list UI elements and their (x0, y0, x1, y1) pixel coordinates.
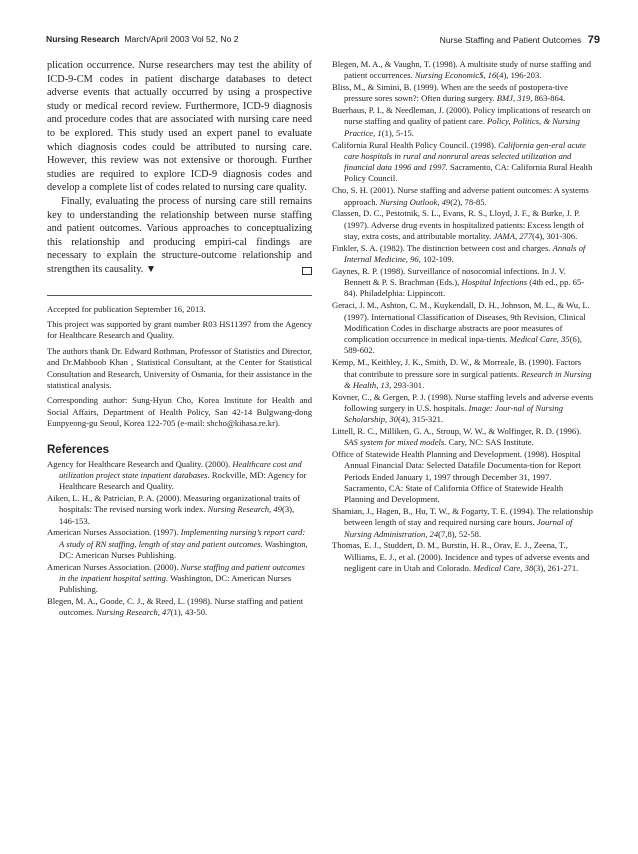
reference-item (47, 459, 312, 493)
reference-details: (4), 315-321. (397, 414, 444, 425)
reference-source: Research in Nursing & Health, 13 (344, 368, 592, 390)
reference-details: Cary, NC: SAS Institute. (446, 437, 534, 448)
reference-text: Buerhaus, P. I., & Needleman, J. (2000). Policy implications of research on nurse staffing and quality of patient care. (332, 105, 591, 127)
reference-details: Washington, DC: American Nurses Publishing. (59, 538, 308, 560)
reference-details: , 863-864. (530, 93, 566, 104)
references-list-left (47, 459, 312, 619)
reference-source: Nurse staffing and patient outcomes in the inpatient hospital setting. (59, 561, 305, 584)
reference-source: Nursing Research, 47 (96, 607, 171, 618)
reference-item (47, 493, 312, 527)
ack-accepted: Accepted for publication September 16, 2013. (47, 303, 206, 314)
reference-source: Healthcare cost and utilization project state inpatient databases. (59, 458, 302, 480)
ack-thanks: The authors thank Dr. Edward Rothman, Professor of Statistics and Director, and Dr.Mahboob Khan , Statistical Consultant, at the Center for Statistical Consultation and Research, University of Osmania, for their assistance in the statistical analysis. (47, 345, 312, 390)
issue-info: March/April 2003 Vol 52, No 2 (124, 34, 239, 44)
right-column (332, 59, 594, 575)
reference-item (47, 596, 312, 619)
reference-details: , 102-109. (418, 254, 454, 265)
ack-funding: This project was supported by grant number R03 HS11397 from the Agency for Healthcare Research and Quality. (47, 318, 312, 341)
reference-source: Annals of Internal Medicine, 96 (344, 242, 586, 265)
reference-text: Kovner, C., & Gergen, P. J. (1998). Nurse staffing levels and adverse events following surgery in U.S. hospitals. (332, 391, 594, 413)
reference-source: Policy, Politics, & Nursing Practice, 1 (344, 116, 580, 138)
reference-details: (3), 146-153. (59, 504, 295, 526)
reference-text: Agency for Healthcare Research and Quality. (2000). (47, 458, 233, 469)
section-divider (47, 295, 312, 296)
journal-info (46, 34, 239, 44)
reference-text: Geraci, J. M., Ashton, C. M., Kuykendall, D. H., Johnson, M. L., & Wu, L. (1997). International Classification of Diseases, 9th Revision, Clinical Modification Codes in discharge abstracts are poor measures of complication occurrence in medical inpa-tients. (332, 300, 590, 345)
reference-item (332, 140, 594, 185)
body-paragraph-2-text: Finally, evaluating the process of nursing care still remains key to understanding the relationship between nurse staffing and patient outcomes. Various approaches to conceptualizing this relationship and producing empiri-cal findings are necessary to explain the structure-outcome relationship and strengthen its causality. ▼ (47, 195, 312, 275)
reference-details: , 293-301. (389, 379, 425, 390)
reference-text: Blegen, M. A., & Vaughn, T. (1998). A multisite study of nurse staffing and patient occurrences. (332, 59, 592, 81)
reference-item (332, 426, 594, 449)
reference-text: Office of Statewide Health Planning and Development. (1998). Hospital Annual Financial Data: Selected Datafile Documenta-tion for Report Periods Ended January 1, 1997 through December 31, 1997. Sacramento, CA: State of California Office of Statewide Health Planning and Development. (332, 449, 581, 505)
reference-item (332, 357, 594, 391)
reference-text: California Rural Health Policy Council. (1998). (332, 139, 499, 150)
end-of-article-box-icon (302, 267, 312, 275)
reference-details: (4), 196-203. (496, 70, 542, 81)
reference-item (332, 540, 594, 574)
acknowledgments (47, 304, 312, 430)
reference-source: Nursing Research, 49 (207, 504, 282, 515)
reference-source: Implementing nursing’s report card: A study of RN staffing, length of stay and patient outcomes. (59, 527, 306, 549)
reference-source: Journal of Nursing Administration, 24 (344, 517, 573, 539)
article-title: Nurse Staffing and Patient Outcomes (439, 35, 582, 45)
reference-item (332, 266, 594, 300)
ack-corresponding-author: Corresponding author: Sung-Hyun Cho, Korea Institute for Health and Social Affairs, Department of Health Policy, San 42-14 Bulgwang-dong Eunpyeong-gu Seoul, Korea 122-705 (e-mail: shcho@kihasa.re.kr). (47, 395, 312, 429)
reference-details: Rockville, MD: Agency for Healthcare Research and Quality. (59, 469, 307, 492)
reference-text: Finkler, S. A. (1982). The distinction between cost and charges. (332, 242, 553, 253)
reference-text: Kemp, M., Keithley, J. K., Smith, D. W., & Morreale, B. (1990). Factors that contribute to pressure sore in surgical patients. (332, 357, 582, 379)
reference-text: Classen, D. C., Pestotnik, S. L., Evans, R. S., Lloyd, J. F., & Burke, J. P. (1997). Adverse drug events in hospitalized patients: Excess length of stay, extra costs, and attributable mortality. (332, 208, 585, 241)
reference-text: Aiken, L. H., & Patrician, P. A. (2000). Measuring organizational traits of hospitals: The revised nursing work index. (47, 492, 301, 515)
reference-item (332, 449, 594, 505)
reference-text: Blegen, M. A., Goode, C. J., & Reed, L. (1998). Nurse staffing and patient outcomes. (47, 596, 304, 618)
reference-source: Image: Jour-nal of Nursing Scholarship, 30 (344, 402, 564, 425)
reference-source: Nursing Economic$, 16 (414, 70, 497, 81)
reference-text: Cho, S. H. (2001). Nurse staffing and adverse patient outcomes: A systems approach. (332, 185, 589, 207)
left-column (47, 59, 312, 619)
reference-source: BMJ, 319 (496, 93, 531, 104)
reference-details: (4th ed., pp. 65-84). Philadelphia: Lippincott. (344, 277, 585, 299)
article-running-title (440, 34, 600, 46)
reference-item (47, 527, 312, 561)
reference-details: (2), 78-85. (450, 196, 487, 207)
reference-text: Littell, R. C., Milliken, G. A., Stroup, W. W., & Wolfinger, R. D. (1996). (332, 426, 582, 436)
reference-item (332, 506, 594, 540)
body-paragraph-1: plication occurrence. Nurse researchers may test the ability of ICD-9-CM codes in patient discharge databases to detect adverse events that actually occurred by using a prospective study or medical record review. Furthermore, ICD-9 diagnosis and procedure codes that are associated with nursing care need to be explored. This study used an expert panel to evaluate which diagnosis codes could be attributed to nursing care. However, this review was not extensive or thorough. Further studies are required to explore ICD-9 diagnosis codes and develop a complete list of codes related to nursing care quality. (47, 60, 312, 194)
reference-details: (1), 5-15. (381, 127, 414, 138)
reference-details: Washington, DC: American Nurses Publishing. (59, 573, 292, 595)
reference-details: (4), 301-306. (532, 230, 578, 241)
reference-item (332, 300, 594, 356)
reference-details: (3), 261-271. (533, 563, 579, 574)
reference-source: JAMA, 277 (493, 230, 533, 241)
reference-details: (1), 43-50. (170, 607, 208, 618)
reference-source: Hospital Infections (461, 277, 528, 288)
reference-text: Gaynes, R. P. (1998). Surveillance of nosocomial infections. In J. V. Bennett & P. S. Brachman (Eds.), (332, 265, 566, 288)
reference-text: American Nurses Association. (1997). (47, 527, 181, 538)
reference-item (332, 208, 594, 242)
references-list-right (332, 59, 594, 574)
reference-source: California gen-eral acute care hospitals in rural and nonrural areas selected utilization and financial data 1996 and 1997. (344, 139, 586, 173)
reference-text: Bliss, M., & Simini, B. (1999). When are the seeds of postopera-tive pressure sores sown?: Often during surgery. (332, 82, 568, 104)
reference-item (332, 105, 594, 139)
reference-item (332, 82, 594, 105)
reference-text: Shamian, J., Hagen, B., Hu, T. W., & Fogarty, T. E. (1994). The relationship between length of stay and required nursing care hours. (332, 506, 593, 528)
reference-details: Sacramento, CA: California Rural Health Policy Council. (344, 162, 593, 184)
reference-text: American Nurses Association. (2000). (47, 561, 181, 572)
reference-source: SAS system for mixed models. (344, 437, 447, 448)
references-heading: References (47, 443, 110, 456)
reference-item (332, 243, 594, 266)
reference-details: (6), 589-602. (344, 334, 582, 356)
body-text (47, 59, 312, 277)
reference-text: Thomas, E. J., Studdert, D. M., Burstin, H. R., Orav, E. J., Zeena, T., Williams, E. J., et al. (2000). Incidence and types of adverse events and negligent care in Utah and Colorado. (332, 540, 590, 574)
body-paragraph-2 (47, 195, 312, 277)
reference-item (332, 185, 594, 208)
reference-source: Medical Care, 35 (509, 334, 570, 345)
running-header (46, 32, 600, 48)
reference-source: Medical Care, 38 (473, 563, 534, 574)
page-number: 79 (587, 34, 600, 46)
journal-name: Nursing Research (46, 34, 120, 44)
reference-item (332, 392, 594, 426)
reference-details: (7,8), 52-58. (438, 528, 482, 539)
reference-source: Nursing Outlook, 49 (379, 196, 451, 207)
reference-item (332, 59, 594, 82)
reference-item (47, 562, 312, 596)
